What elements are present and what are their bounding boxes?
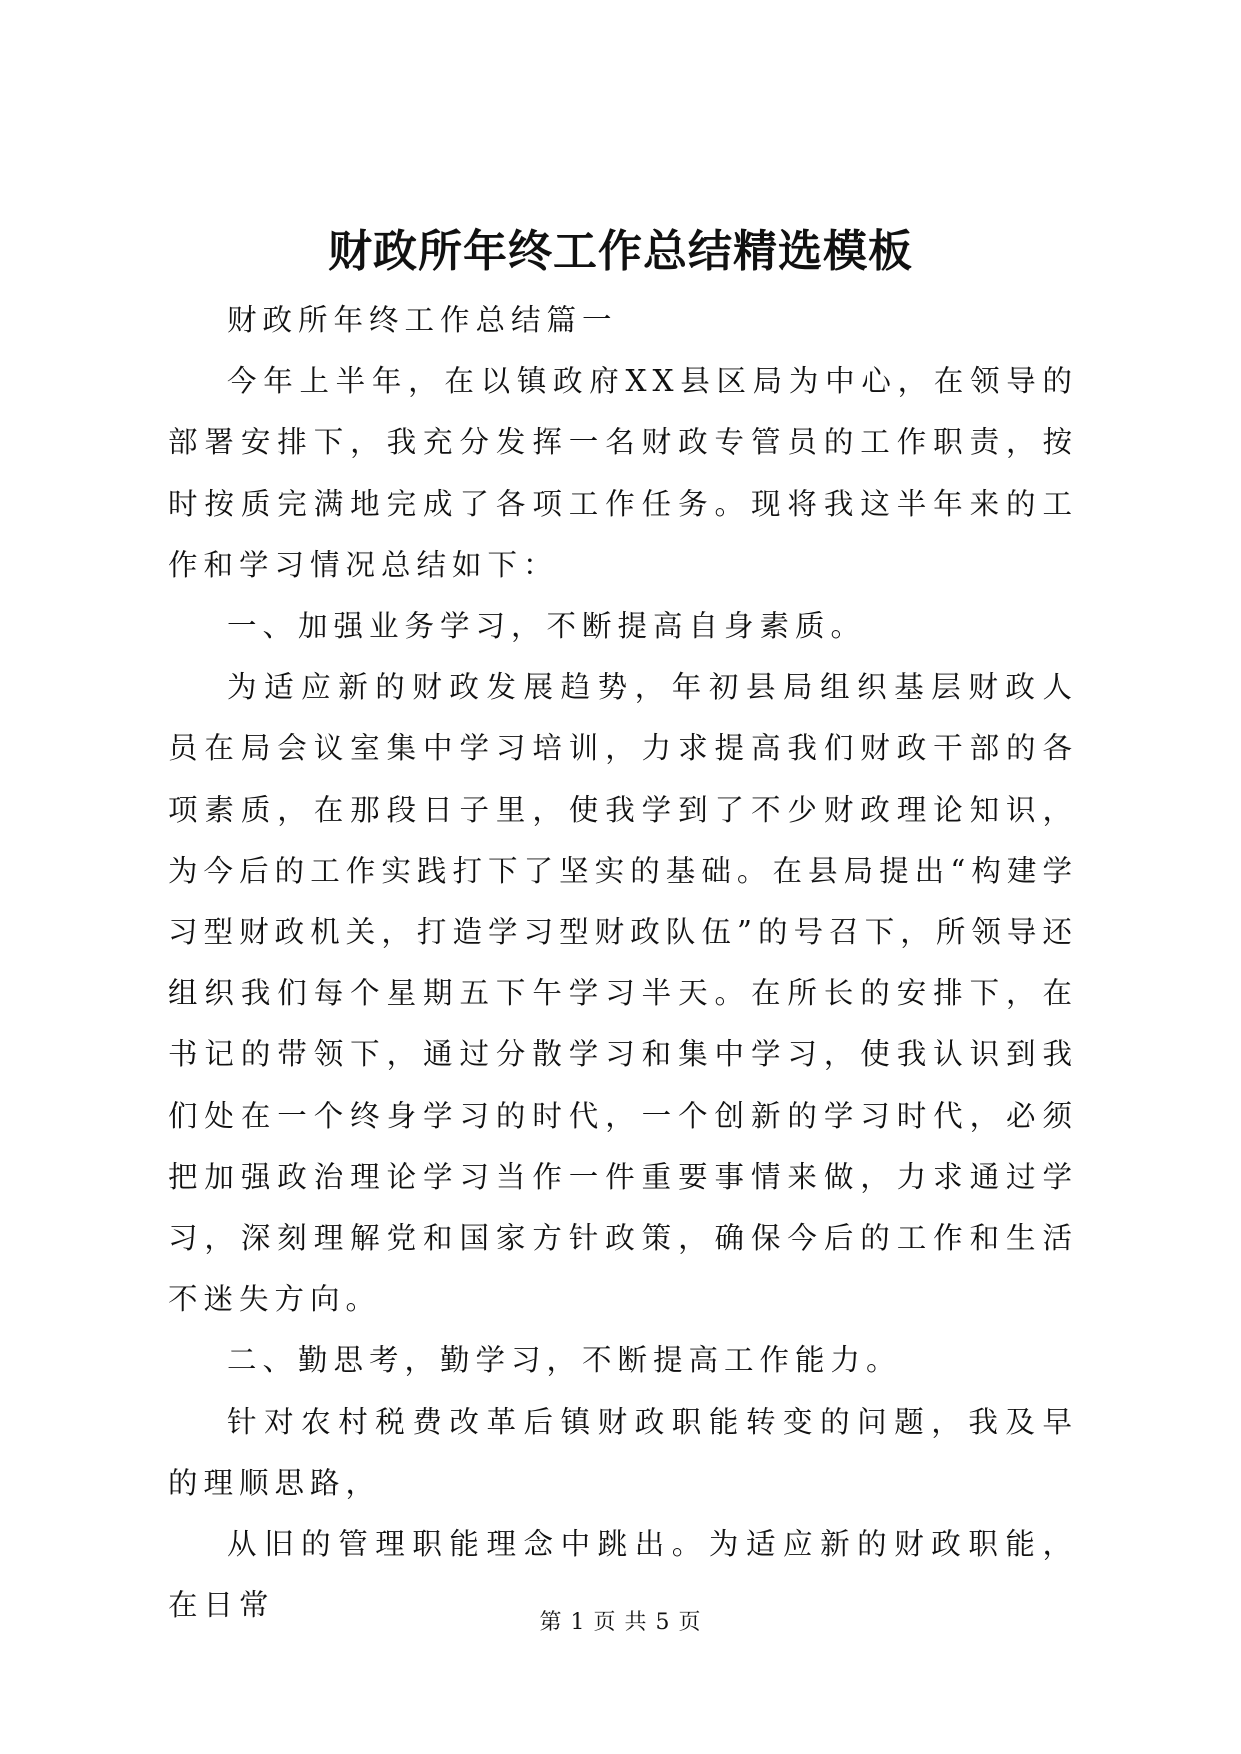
- paragraph: 针对农村税费改革后镇财政职能转变的问题，我及早的理顺思路，: [168, 1404, 1078, 1500]
- page-footer: 第 1 页 共 5 页: [539, 1610, 702, 1635]
- section-heading: 一、加强业务学习，不断提高自身素质。: [227, 609, 867, 644]
- document-body: [168, 290, 1078, 1636]
- section-heading: 二、勤思考，勤学习，不断提高工作能力。: [227, 1343, 902, 1378]
- section-heading: 财政所年终工作总结篇一: [227, 303, 618, 337]
- paragraph: 为适应新的财政发展趋势，年初县局组织基层财政人员在局会议室集中学习培训，力求提高我们财政干部的各项素质，在那段日子里，使我学到了不少财政理论知识，为今后的工作实践打下了坚实的基础。在县局提出“构建学习型财政机关，打造学习型财政队伍”的号召下，所领导还组织我们每个星期五下午学习半天。在所长的安排下，在书记的带领下，通过分散学习和集中学习，使我认识到我们处在一个终身学习的时代，一个创新的学习时代，必须把加强政治理论学习当作一件重要事情来做，力求通过学习，深刻理解党和国家方针政策，确保今后的工作和生活不迷失方向。: [168, 670, 1078, 1317]
- document-title: 财政所年终工作总结精选模板: [328, 226, 913, 277]
- paragraph: 今年上半年，在以镇政府XX县区局为中心，在领导的部署安排下，我充分发挥一名财政专管员的工作职责，按时按质完满地完成了各项工作任务。现将我这半年来的工作和学习情况总结如下：: [168, 364, 1078, 582]
- paragraph: 从旧的管理职能理念中跳出。为适应新的财政职能，在日常: [168, 1527, 1078, 1623]
